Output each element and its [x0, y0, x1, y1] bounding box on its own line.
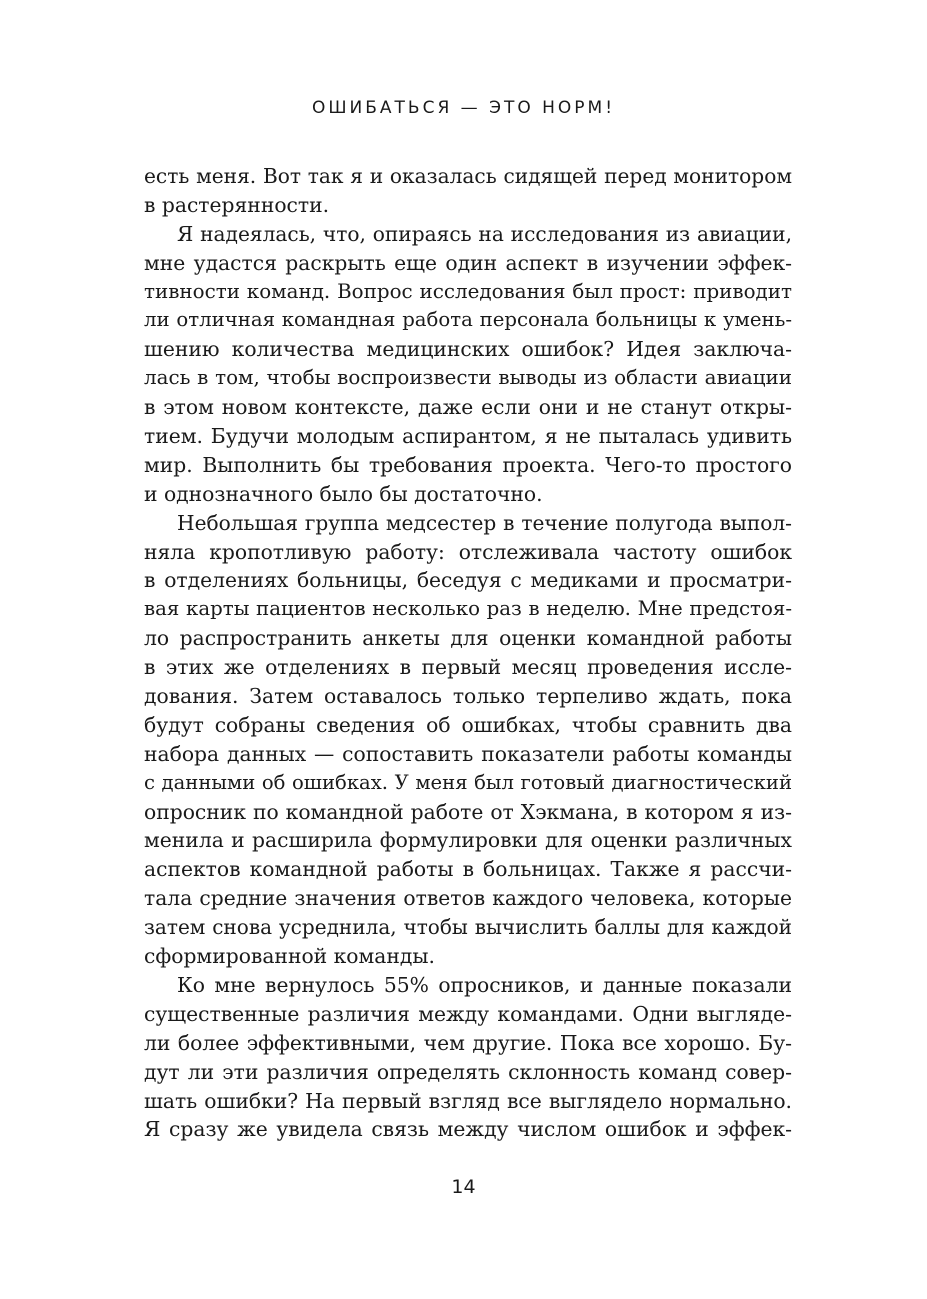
text-line: затем снова усреднила, чтобы вычислить баллы для каждой: [144, 915, 792, 940]
text-line: в растерянности.: [144, 192, 330, 217]
text-line: Я надеялась, что, опираясь на исследования из авиации,: [177, 221, 792, 246]
text-line: мне удастся раскрыть еще один аспект в изучении эффек-: [144, 250, 792, 275]
text-line: опросник по командной работе от Хэкмана, в котором я из-: [144, 799, 792, 824]
text-line: будут собраны сведения об ошибках, чтобы сравнить два: [144, 712, 792, 737]
paragraph: [144, 971, 792, 1144]
text-line: ли отличная командная работа персонала больницы к умень-: [144, 308, 792, 332]
text-line: в этих же отделениях в первый месяц проведения иссле-: [144, 655, 792, 680]
running-head: ОШИБАТЬСЯ — ЭТО НОРМ!: [311, 98, 616, 118]
text-line: с данными об ошибках. У меня был готовый диагностический: [144, 770, 792, 794]
text-line: мир. Выполнить бы требования проекта. Чего-то простого: [144, 452, 792, 477]
text-line: шать ошибки? На первый взгляд все выглядело нормально.: [144, 1088, 792, 1113]
text-line: существенные различия между командами. Одни выгляде-: [144, 1001, 792, 1026]
text-line: дут ли эти различия определять склонность команд совер-: [144, 1059, 792, 1084]
text-line: шению количества медицинских ошибок? Идея заключа-: [144, 337, 792, 362]
text-line: вая карты пациентов несколько раз в неделю. Мне предстоя-: [144, 597, 792, 621]
text-line: няла кропотливую работу: отслеживала частоту ошибок: [144, 539, 792, 564]
paragraph: [144, 162, 792, 220]
text-line: дования. Затем оставалось только терпеливо ждать, пока: [144, 684, 792, 709]
text-line: Небольшая группа медсестер в течение полугода выпол-: [177, 510, 792, 535]
text-line: лась в том, чтобы воспроизвести выводы из области авиации: [144, 366, 792, 390]
text-line: в этом новом контексте, даже если они и не станут откры-: [144, 395, 792, 420]
text-line: тивности команд. Вопрос исследования был прост: приводит: [144, 279, 792, 303]
text-line: ли более эффективными, чем другие. Пока все хорошо. Бу-: [144, 1030, 792, 1055]
paragraph: [144, 220, 792, 509]
text-line: Я сразу же увидела связь между числом ошибок и эффек-: [144, 1117, 792, 1142]
text-line: Ко мне вернулось 55% опросников, и данные показали: [177, 972, 792, 997]
text-line: в отделениях больницы, беседуя с медиками и просматри-: [144, 568, 792, 593]
text-line: тием. Будучи молодым аспирантом, я не пыталась удивить: [144, 424, 792, 449]
text-line: менила и расширила формулировки для оценки различных: [144, 828, 792, 853]
body-text: [144, 162, 792, 1144]
text-line: есть меня. Вот так я и оказалась сидящей перед монитором: [144, 164, 792, 188]
text-line: аспектов командной работы в больницах. Также я рассчи-: [144, 857, 792, 882]
text-line: сформированной команды.: [144, 944, 435, 969]
paragraph: [144, 509, 792, 971]
text-line: набора данных — сопоставить показатели работы команды: [144, 741, 792, 766]
text-line: и однозначного было бы достаточно.: [144, 481, 543, 506]
text-line: ло распространить анкеты для оценки командной работы: [144, 626, 792, 651]
page-number: 14: [451, 1176, 476, 1198]
text-line: тала средние значения ответов каждого человека, которые: [144, 886, 792, 911]
